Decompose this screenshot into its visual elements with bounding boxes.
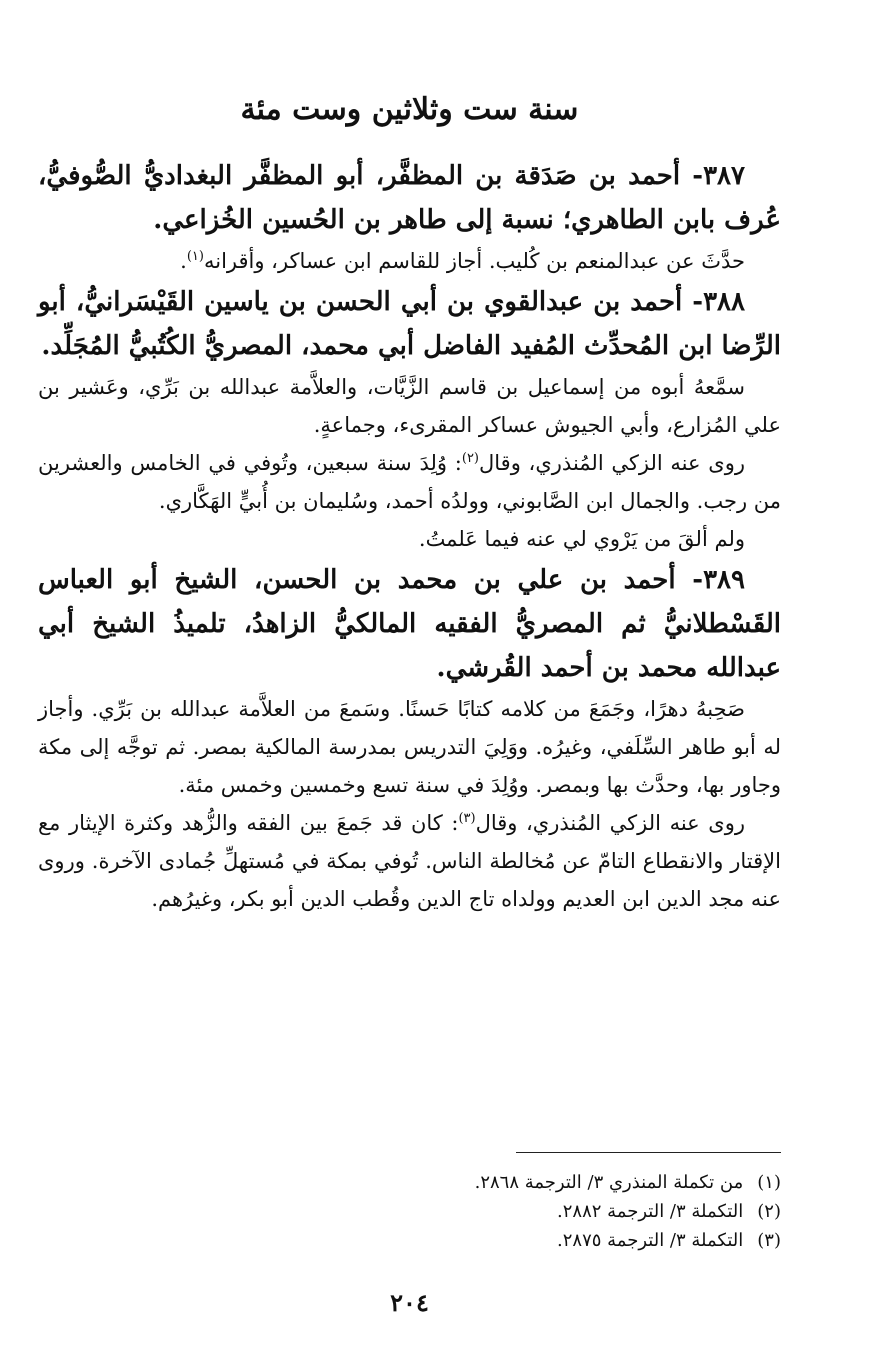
footnote-divider [516, 1152, 781, 1153]
footnote-text: من تكملة المنذري ٣/ الترجمة ٢٨٦٨. [474, 1172, 744, 1193]
paragraph-text: سمَّعهُ أبوه من إسماعيل بن قاسم الزَّيَّات، والعلاَّمة عبدالله بن بَرِّي، وعَشير بن علي المُزارع، وأبي الجيوش عساكر المقرىء، وجماعةٍ. [38, 375, 781, 437]
entry-388 [38, 280, 781, 558]
footnote-item [38, 1168, 781, 1197]
page-number: ٢٠٤ [390, 1288, 429, 1317]
paragraph-text: ولم ألقَ من يَرْوي لي عنه فيما عَلمتُ. [418, 527, 745, 551]
entry-paragraph [38, 444, 781, 520]
footnote-ref: (١) [186, 249, 204, 264]
footnote-number: (٣) [757, 1230, 781, 1251]
entry-paragraph [38, 804, 781, 918]
paragraph-text-after: . [180, 249, 187, 273]
footnote-number: (٢) [757, 1201, 781, 1222]
footnote-item [38, 1197, 781, 1226]
entry-paragraph [38, 520, 781, 558]
entry-heading [38, 280, 781, 368]
chapter-title: سنة ست وثلاثين وست مئة [240, 92, 579, 127]
footnotes [38, 1168, 781, 1255]
paragraph-text-after: : كان قد جَمعَ بين الفقه والزُّهد وكثرة الإيثار مع الإقتار والانقطاع التامّ عن مُخالطة الناس. تُوفي بمكة في مُستهلِّ جُمادى الآخرة. وروى عنه مجد الدين ابن العديم وولداه تاج الدين وقُطب الدين أبو بكر، وغيرُهم. [38, 811, 781, 911]
entry-number: ٣٨٧- [692, 161, 745, 191]
paragraph-text-after: : وُلِدَ سنة سبعين، وتُوفي في الخامس والعشرين من رجب. والجمال ابن الصَّابوني، وولدُه أحمد، وسُليمان بن أُبيٍّ الهَكَّاري. [38, 451, 781, 513]
paragraph-text: روى عنه الزكي المُنذري، وقال [475, 811, 745, 835]
footnote-number: (١) [757, 1172, 781, 1193]
entry-389 [38, 558, 781, 918]
entry-heading [38, 154, 781, 242]
footnote-item [38, 1226, 781, 1255]
book-page [38, 90, 781, 1367]
footnote-text: التكملة ٣/ الترجمة ٢٨٨٢. [557, 1201, 744, 1222]
footnote-ref: (٢) [461, 451, 479, 466]
entry-number: ٣٨٩- [692, 565, 745, 595]
paragraph-text: صَحِبهُ دهرًا، وجَمَعَ من كلامه كتابًا حَسنًا. وسَمعَ من العلاَّمة عبدالله بن بَرِّي. وأجاز له أبو طاهر السِّلَفي، وغيرُه. ووَلِيَ التدريس بمدرسة المالكية بمصر. ثم توجَّه إلى مكة وجاور بها، وحدَّث بها وبمصر. ووُلِدَ في سنة تسع وخمسين وخمس مئة. [38, 697, 781, 797]
entry-paragraph [38, 690, 781, 804]
footnote-ref: (٣) [458, 811, 476, 826]
paragraph-text: روى عنه الزكي المُنذري، وقال [479, 451, 745, 475]
entry-paragraph [38, 368, 781, 444]
entry-number: ٣٨٨- [692, 287, 745, 317]
entry-heading-text: أحمد بن عبدالقوي بن أبي الحسن بن ياسين القَيْسَرانيُّ، أبو الرِّضا ابن المُحدِّث المُفيد الفاضل أبي محمد، المصريُّ الكُتُبيُّ المُجَلِّد. [38, 287, 781, 361]
entry-heading-text: أحمد بن صَدَقة بن المظفَّر، أبو المظفَّر البغداديُّ الصُّوفيُّ، عُرف بابن الطاهري؛ نسبة إلى طاهر بن الحُسين الخُزاعي. [38, 161, 781, 235]
paragraph-text: حدَّثَ عن عبدالمنعم بن كُليب. أجاز للقاسم ابن عساكر، وأقرانه [203, 249, 745, 273]
entry-387 [38, 154, 781, 280]
entry-heading-text: أحمد بن علي بن محمد بن الحسن، الشيخ أبو العباس القَسْطلانيُّ ثم المصريُّ الفقيه المالكيُّ الزاهدُ، تلميذُ الشيخ أبي عبدالله محمد بن أحمد القُرشي. [38, 565, 781, 683]
footnote-text: التكملة ٣/ الترجمة ٢٨٧٥. [557, 1230, 744, 1251]
entry-heading [38, 558, 781, 690]
entry-paragraph [38, 242, 781, 280]
